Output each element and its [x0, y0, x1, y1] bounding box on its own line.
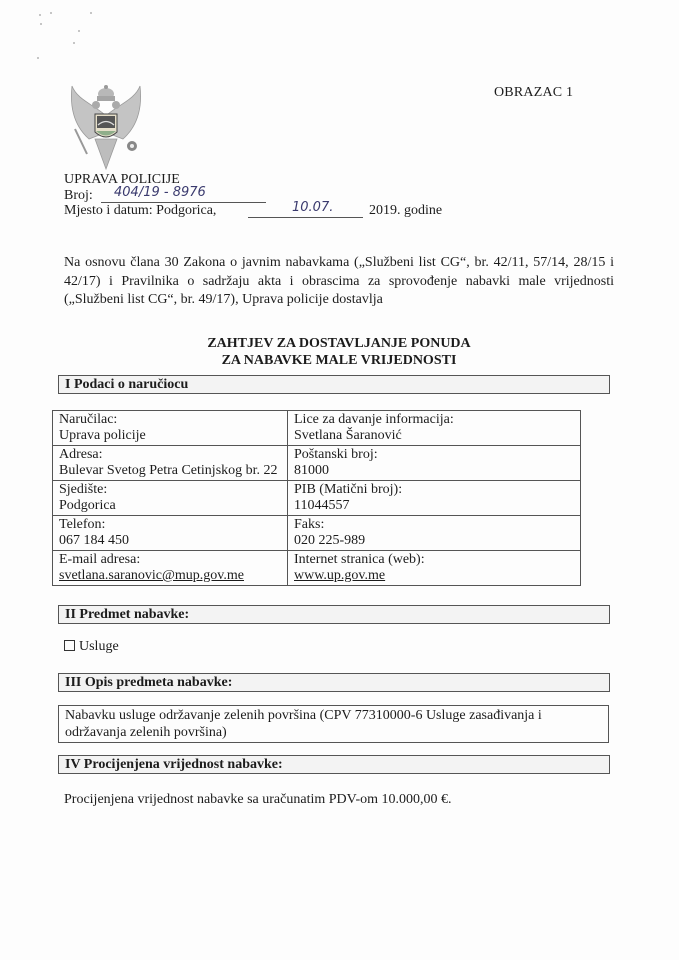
table-cell	[53, 411, 288, 446]
cell-value: 81000	[294, 463, 329, 478]
table-cell	[288, 481, 581, 516]
table-cell	[288, 446, 581, 481]
date-line	[248, 217, 363, 218]
cell-label: Sjedište:	[59, 482, 108, 497]
table-cell	[53, 516, 288, 551]
reference-number-value: 404/19 - 8976	[114, 185, 206, 200]
section-1-header: I Podaci o naručiocu	[58, 375, 610, 394]
cell-value: 067 184 450	[59, 533, 129, 548]
cell-label: Telefon:	[59, 517, 106, 532]
checkbox-icon[interactable]	[64, 640, 75, 651]
table-cell	[53, 446, 288, 481]
cell-value: Uprava policije	[59, 428, 146, 443]
title-line-2: ZA NABAVKE MALE VRIJEDNOSTI	[221, 352, 457, 368]
cell-value: Svetlana Šaranović	[294, 428, 402, 443]
intro-paragraph: Na osnovu člana 30 Zakona o javnim nabavkama („Službeni list CG“, br. 42/11, 57/14, 28/15 i 42/17) i Pravilnika o sadržaju akta i obrascima za sprovođenje nabavki male vrijednosti („Službeni list CG“, br. 49/17), Uprava policije dostavlja	[64, 255, 614, 307]
subject-description-box: Nabavku usluge održavanje zelenih površina (CPV 77310000-6 Usluge zasađivanja i održavanja zelenih površina)	[58, 705, 609, 743]
cell-label: PIB (Matični broj):	[294, 482, 403, 497]
reference-number-label: Broj:	[64, 188, 93, 203]
cell-label: E-mail adresa:	[59, 552, 141, 567]
table-cell	[53, 551, 288, 586]
document-title	[64, 336, 614, 369]
table-cell	[288, 516, 581, 551]
cell-label: Adresa:	[59, 447, 103, 462]
place-date-label: Mjesto i datum: Podgorica,	[64, 203, 217, 218]
cell-value: 11044557	[294, 498, 350, 513]
section-3-header: III Opis predmeta nabavke:	[58, 673, 610, 692]
cell-label: Poštanski broj:	[294, 447, 378, 462]
cell-label: Internet stranica (web):	[294, 552, 425, 567]
table-cell	[53, 481, 288, 516]
table-row	[53, 551, 581, 586]
website-link[interactable]: www.up.gov.me	[294, 568, 386, 583]
scan-specks	[35, 10, 95, 70]
section-4-header: IV Procijenjena vrijednost nabavke:	[58, 755, 610, 774]
title-line-1: ZAHTJEV ZA DOSTAVLJANJE PONUDA	[207, 336, 471, 351]
subject-option-label: Usluge	[79, 639, 119, 654]
place-date-row	[64, 200, 484, 219]
table-row	[53, 446, 581, 481]
cell-label: Lice za davanje informacija:	[294, 412, 454, 427]
table-row	[53, 516, 581, 551]
subject-option	[64, 639, 119, 655]
cell-label: Faks:	[294, 517, 325, 532]
table-cell	[288, 551, 581, 586]
cell-value: Bulevar Svetog Petra Cetinjskog br. 22	[59, 463, 278, 478]
cell-label: Naručilac:	[59, 412, 118, 427]
coat-of-arms-icon	[67, 84, 145, 174]
section-2-header: II Predmet nabavke:	[58, 605, 610, 624]
cell-value: Podgorica	[59, 498, 116, 513]
organization-name: UPRAVA POLICIJE	[64, 172, 180, 187]
date-value: 10.07.	[292, 200, 334, 215]
table-row	[53, 481, 581, 516]
estimated-value-text: Procijenjena vrijednost nabavke sa uračunatim PDV-om 10.000,00 €.	[64, 792, 452, 807]
table-cell	[288, 411, 581, 446]
email-link[interactable]: svetlana.saranovic@mup.gov.me	[59, 568, 244, 583]
contracting-authority-table	[52, 410, 581, 586]
form-id: OBRAZAC 1	[494, 85, 574, 100]
table-row	[53, 411, 581, 446]
cell-value: 020 225-989	[294, 533, 366, 548]
reference-number-row	[64, 185, 264, 204]
year-text: 2019. godine	[369, 203, 443, 218]
